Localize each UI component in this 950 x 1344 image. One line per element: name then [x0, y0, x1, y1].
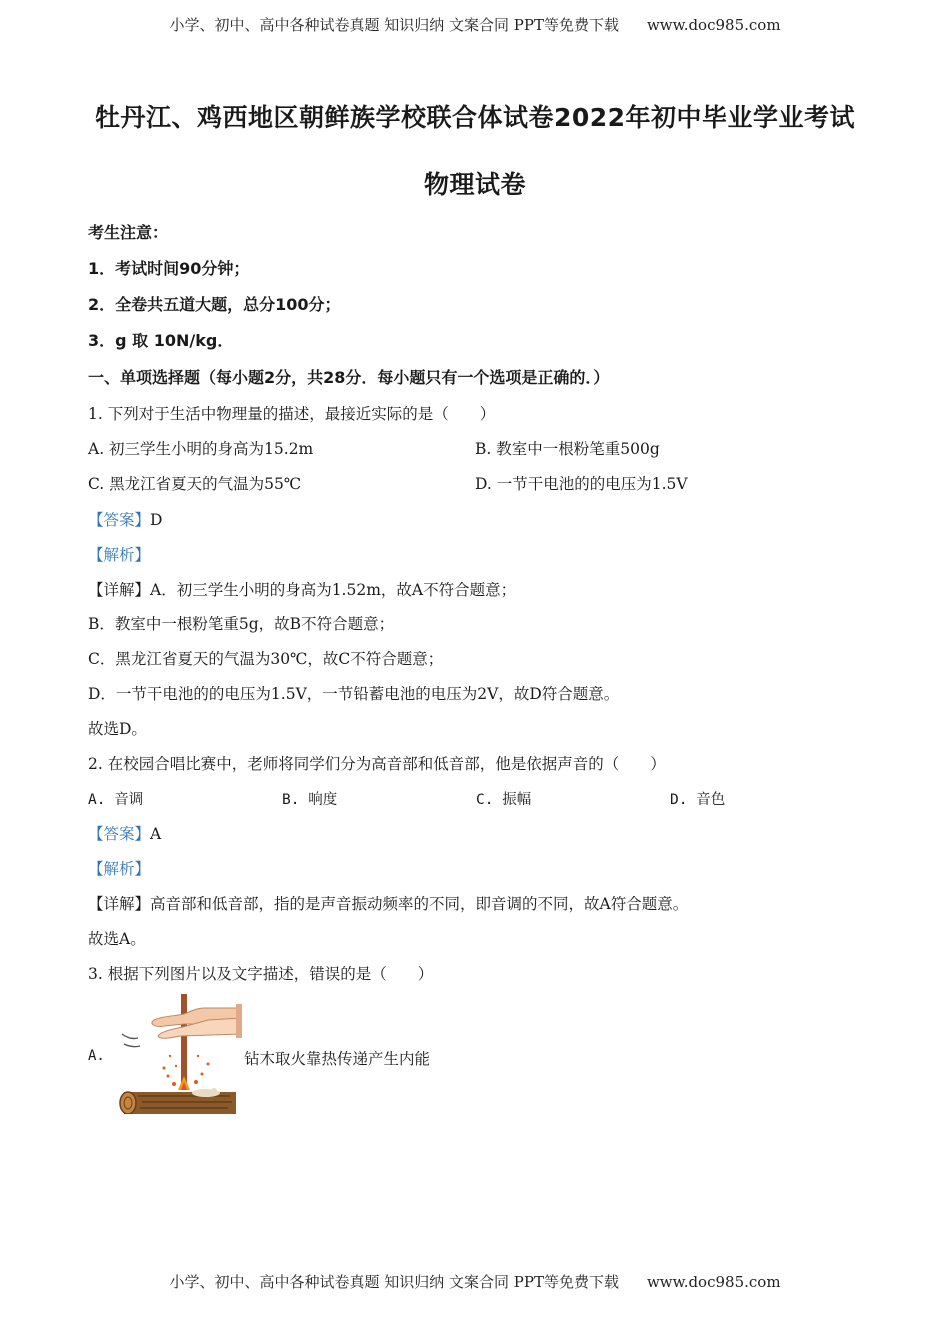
header-text: 小学、初中、高中各种试卷真题 知识归纳 文案合同 PPT等免费下载 — [169, 16, 619, 34]
answer-value: A — [150, 825, 162, 843]
q1-detail-line: C．黑龙江省夏天的气温为30℃，故C不符合题意； — [88, 650, 444, 668]
exam-subtitle: 物理试卷 — [423, 170, 526, 199]
q2-detail-line: 【详解】高音部和低音部，指的是声音振动频率的不同，即音调的不同，故A符合题意。 — [88, 895, 689, 913]
notice-item: 1．考试时间90分钟； — [88, 259, 250, 278]
q3-option-a-label: A. — [88, 1048, 105, 1064]
q2-stem: 2. 在校园合唱比赛中，老师将同学们分为高音部和低音部，他是依据声音的（ ） — [88, 755, 666, 773]
answer-tag: 【答案】 — [88, 511, 151, 529]
q2-option-d: D. 音色 — [670, 792, 726, 808]
drill-stick — [181, 994, 187, 1090]
q1-answer — [88, 508, 162, 530]
q2-option-a: A. 音调 — [88, 792, 144, 808]
q1-option-d: D. 一节干电池的的电压为1.5V — [475, 475, 688, 493]
q2-analysis-tag: 【解析】 — [88, 860, 151, 878]
q1-conclusion: 故选D。 — [88, 720, 147, 738]
page-footer — [0, 1271, 950, 1292]
q1-option-b: B. 教室中一根粉笔重500g — [475, 440, 660, 458]
q3-stem: 3. 根据下列图片以及文字描述，错误的是（ ） — [88, 965, 434, 983]
q1-analysis-tag: 【解析】 — [88, 546, 151, 564]
notice-heading: 考生注意： — [88, 223, 169, 242]
log-shape — [124, 1092, 236, 1114]
q2-option-b: B. 响度 — [282, 792, 338, 808]
q2-options — [88, 788, 864, 809]
q1-option-c: C. 黑龙江省夏天的气温为55℃ — [88, 475, 302, 493]
footer-text: 小学、初中、高中各种试卷真题 知识归纳 文案合同 PPT等免费下载 — [169, 1273, 619, 1291]
q1-option-a: A. 初三学生小明的身高为15.2m — [88, 440, 314, 458]
notice-item: 2．全卷共五道大题，总分100分； — [88, 295, 341, 314]
section-heading: 一、单项选择题（每小题2分，共28分．每小题只有一个选项是正确的．） — [88, 368, 610, 387]
q1-detail-line: D．一节干电池的的电压为1.5V，一节铅蓄电池的电压为2V，故D符合题意。 — [88, 685, 620, 703]
q1-detail-line: 【详解】A．初三学生小明的身高为1.52m，故A不符合题意； — [88, 581, 517, 599]
q1-stem: 1. 下列对于生活中物理量的描述，最接近实际的是（ ） — [88, 405, 496, 423]
log-end — [120, 1092, 136, 1114]
header-site-link[interactable]: www.doc985.com — [646, 16, 781, 34]
footer-site-link[interactable]: www.doc985.com — [646, 1273, 781, 1291]
q2-answer — [88, 822, 161, 844]
q2-option-c: C. 振幅 — [476, 792, 532, 808]
drill-fire-illustration — [118, 990, 242, 1114]
q1-detail-line: B．教室中一根粉笔重5g，故B不符合题意； — [88, 615, 395, 633]
page-header — [0, 14, 950, 35]
q2-conclusion: 故选A。 — [88, 930, 146, 948]
answer-value: D — [150, 511, 163, 529]
q3-option-a-text: 钻木取火靠热传递产生内能 — [244, 1050, 431, 1068]
answer-tag: 【答案】 — [88, 825, 151, 843]
notice-item: 3．g 取 10N/kg． — [88, 331, 234, 350]
exam-title: 牡丹江、鸡西地区朝鲜族学校联合体试卷2022年初中毕业学业考试 — [94, 103, 856, 132]
